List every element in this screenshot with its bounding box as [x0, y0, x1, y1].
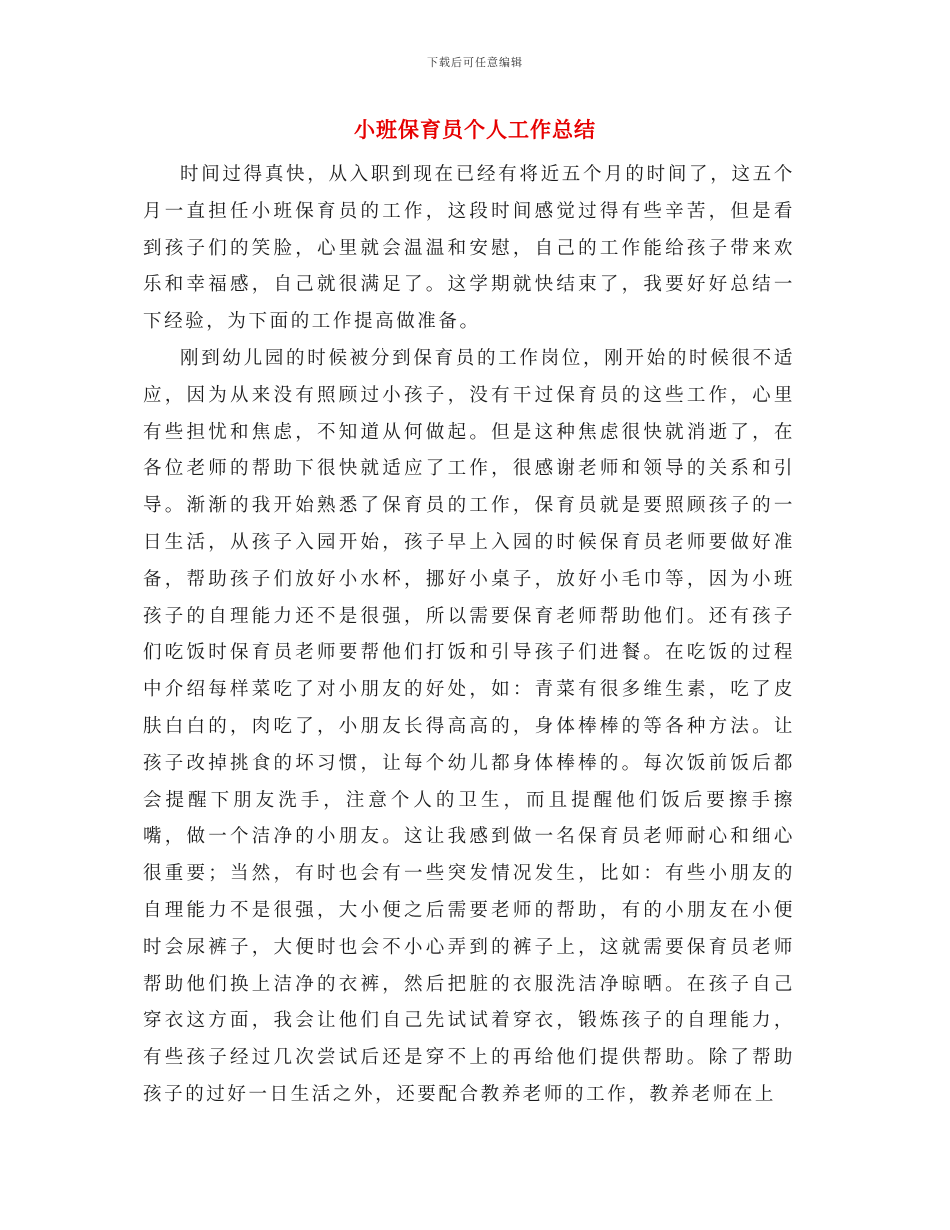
- header-note: 下载后可任意编辑: [427, 56, 523, 69]
- paragraph-2: 刚到幼儿园的时候被分到保育员的工作岗位，刚开始的时候很不适应，因为从来没有照顾过小孩子，没有干过保育员的这些工作，心里有些担忧和焦虑，不知道从何做起。但是这种焦虑很快就消逝了，在各位老师的帮助下很快就适应了工作，很感谢老师和领导的关系和引导。渐渐的我开始熟悉了保育员的工作，保育员就是要照顾孩子的一日生活，从孩子入园开始，孩子早上入园的时候保育员老师要做好准备，帮助孩子们放好小水杯，挪好小桌子，放好小毛巾等，因为小班孩子的自理能力还不是很强，所以需要保育老师帮助他们。还有孩子们吃饭时保育员老师要帮他们打饭和引导孩子们进餐。在吃饭的过程中介绍每样菜吃了对小朋友的好处，如：青菜有很多维生素，吃了皮肤白白的，肉吃了，小朋友长得高高的，身体棒棒的等各种方法。让孩子改掉挑食的坏习惯，让每个幼儿都身体棒棒的。每次饭前饭后都会提醒下朋友洗手，注意个人的卫生，而且提醒他们饭后要擦手擦嘴，做一个洁净的小朋友。这让我感到做一名保育员老师耐心和细心很重要；当然，有时也会有一些突发情况发生，比如：有些小朋友的自理能力不是很强，大小便之后需要老师的帮助，有的小朋友在小便时会尿裤子，大便时也会不小心弄到的裤子上，这就需要保育员老师帮助他们换上洁净的衣裤，然后把脏的衣服洗洁净晾晒。在孩子自己穿衣这方面，我会让他们自己先试试着穿衣，锻炼孩子的自理能力，有些孩子经过几次尝试后还是穿不上的再给他们提供帮助。除了帮助孩子的过好一日生活之外，还要配合教养老师的工作，教养老师在上: [143, 347, 795, 1105]
- document-title: 小班保育员个人工作总结: [354, 117, 596, 142]
- paragraph-1: 时间过得真快，从入职到现在已经有将近五个月的时间了，这五个月一直担任小班保育员的工作，这段时间感觉过得有些辛苦，但是看到孩子们的笑脸，心里就会温温和安慰，自己的工作能给孩子带来欢乐和幸福感，自己就很满足了。这学期就快结束了，我要好好总结一下经验，为下面的工作提高做准备。: [143, 164, 795, 333]
- document-body: [143, 157, 795, 1114]
